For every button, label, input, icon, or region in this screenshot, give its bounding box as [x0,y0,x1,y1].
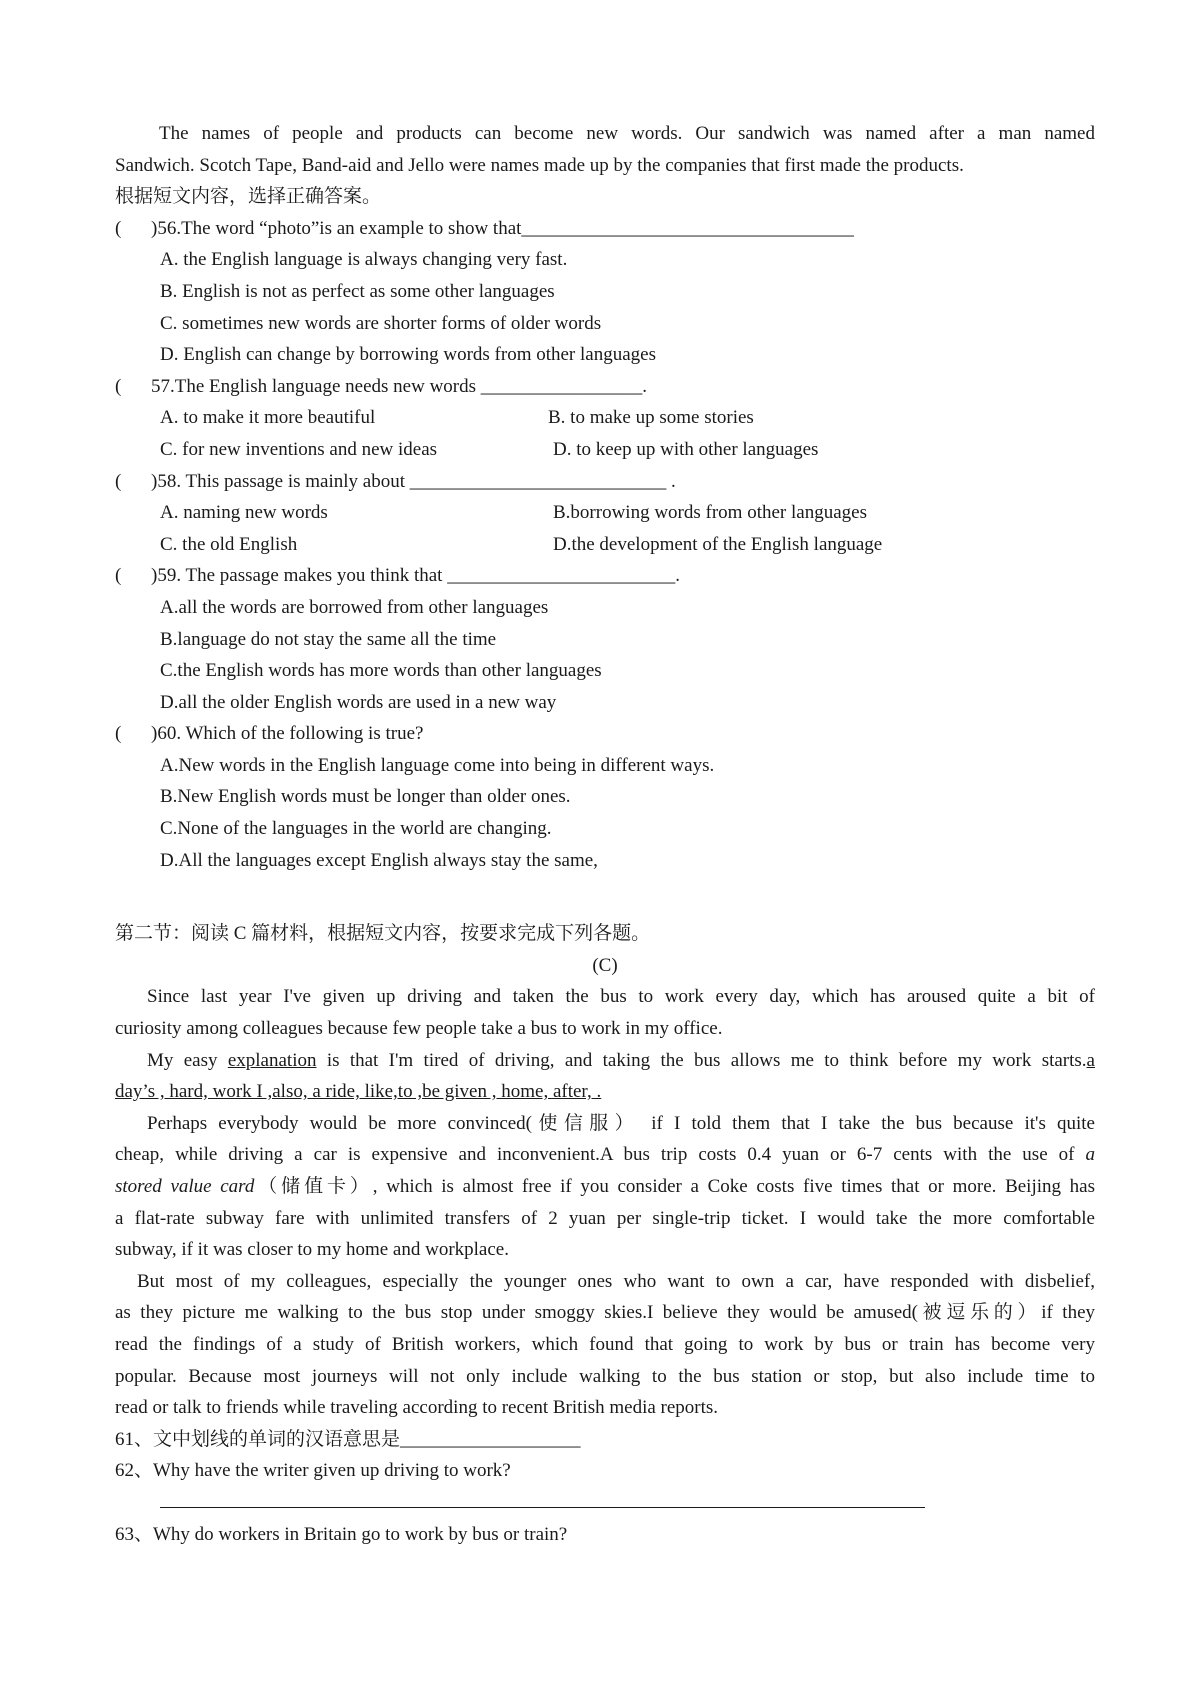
answer-line-62 [115,1487,1095,1519]
question-57 [115,371,1095,403]
option-c: C. the old English [160,533,298,555]
question-62: 62、Why have the writer given up driving to work? [115,1460,511,1482]
passage-line: Sandwich. Scotch Tape, Band-aid and Jello were names made up by the companies that first made the products. [115,154,964,176]
option-b: B.borrowing words from other languages [553,502,867,524]
question-stem: )60. Which of the following is true? [151,723,424,745]
passage-line: cheap, while driving a car is expensive and inconvenient.A bus trip costs 0.4 yuan or 6-7 cents with the use of a [115,1144,1095,1166]
section-heading: 第二节：阅读 C 篇材料，根据短文内容，按要求完成下列各题。 [115,923,651,945]
question-56 [115,213,1095,245]
passage-line: a flat-rate subway fare with unlimited transfers of 2 yuan per single-trip ticket. I would take the more comfortable [115,1207,1095,1229]
option-d: D.all the older English words are used in a new way [160,691,557,713]
option-c: C.None of the languages in the world are changing. [160,818,552,840]
passage-line: But most of my colleagues, especially the younger ones who want to own a car, have responded with disbelief, [137,1270,1095,1292]
passage-line: as they picture me walking to the bus stop under smoggy skies.I believe they would be amused(被逗乐的）if they [115,1302,1095,1324]
question-63: 63、Why do workers in Britain go to work by bus or train? [115,1523,568,1545]
option-c: C.the English words has more words than other languages [160,660,602,682]
answer-bracket: ( [115,217,122,239]
option-b: B. English is not as perfect as some other languages [160,280,555,302]
option-a: A. to make it more beautiful [160,407,376,429]
option-b: B. to make up some stories [548,407,754,429]
question-stem: )59. The passage makes you think that ________________________. [151,565,680,587]
passage-line: My easy explanation is that I'm tired of driving, and taking the bus allows me to think before my work starts.a [147,1049,1095,1071]
passage-line: read the findings of a study of British workers, which found that going to work by bus or train has become very [115,1333,1095,1355]
passage-line: popular. Because most journeys will not only include walking to the bus station or stop, but also include time to [115,1365,1095,1387]
option-d: D.All the languages except English always stay the same, [160,849,598,871]
passage-line: read or talk to friends while traveling according to recent British media reports. [115,1397,719,1419]
option-a: A. the English language is always changing very fast. [160,249,568,271]
option-c: C. for new inventions and new ideas [160,438,438,460]
question-stem: 57.The English language needs new words _________________. [151,375,648,397]
underlined-word: explanation [227,1049,317,1071]
passage-line: curiosity among colleagues because few people take a bus to work in my office. [115,1018,723,1040]
worksheet-page [115,118,1095,1550]
question-60 [115,718,1095,750]
option-a: A.New words in the English language come into being in different ways. [160,754,715,776]
question-59 [115,560,1095,592]
option-b: B.language do not stay the same all the time [160,628,497,650]
option-d: D.the development of the English language [553,533,883,555]
answer-bracket: ( [115,723,122,745]
instruction-text: 根据短文内容，选择正确答案。 [115,186,382,208]
question-stem: )58. This passage is mainly about ___________________________ . [151,470,676,492]
answer-bracket: ( [115,565,122,587]
passage-line: subway, if it was closer to my home and workplace. [115,1239,509,1261]
answer-bracket: ( [115,470,122,492]
passage-line: stored value card（储值卡）, which is almost free if you consider a Coke costs five times that or more. Beijing has [115,1176,1095,1197]
option-d: D. English can change by borrowing words from other languages [160,344,656,366]
option-a: A.all the words are borrowed from other languages [160,596,549,618]
passage-line: Since last year I've given up driving and taken the bus to work every day, which has aroused quite a bit of [147,986,1095,1008]
scrambled-sentence: day’s , hard, work I ,also, a ride, like,to ,be given , home, after, . [115,1081,602,1103]
answer-blank [160,1507,925,1508]
passage-line: Perhaps everybody would be more convinced(使信服） if I told them that I take the bus because it's quite [147,1112,1095,1134]
question-stem: )56.The word “photo”is an example to show that___________________________________ [151,217,854,239]
option-a: A. naming new words [160,502,328,524]
question-58 [115,466,1095,498]
question-61: 61、文中划线的单词的汉语意思是___________________ [115,1428,581,1450]
option-d: D. to keep up with other languages [553,438,819,460]
passage-line: The names of people and products can become new words. Our sandwich was named after a man named [159,123,1095,144]
option-b: B.New English words must be longer than older ones. [160,786,571,808]
passage-label: (C) [592,954,618,976]
option-c: C. sometimes new words are shorter forms of older words [160,312,602,334]
answer-bracket: ( [115,375,122,397]
